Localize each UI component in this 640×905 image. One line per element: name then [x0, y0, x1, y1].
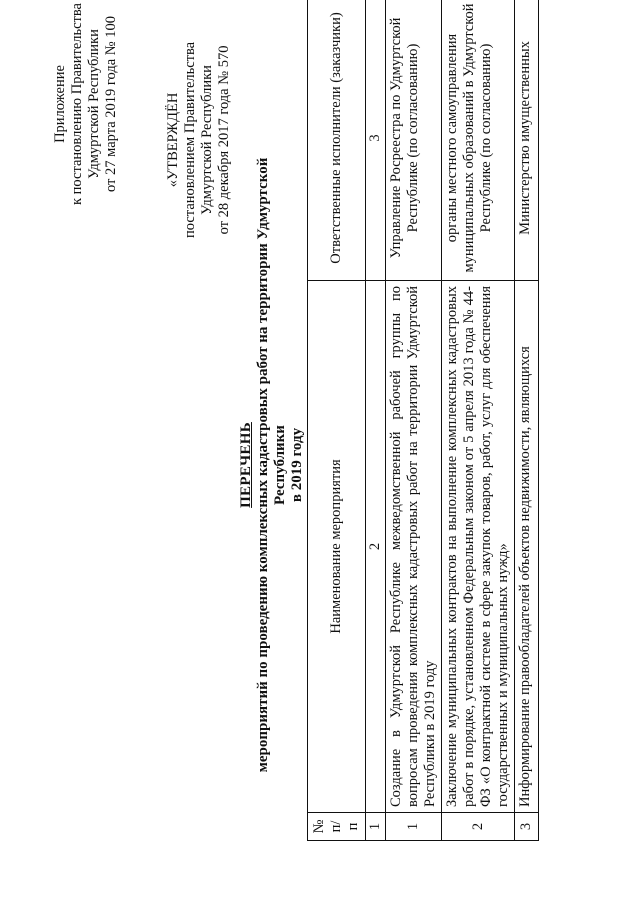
table-row [515, 0, 539, 841]
row-name: Заключение муниципальных контрактов на выполнение комплексных кадастровых работ в порядке, установленном Федеральным законом от 5 апреля 2013 года № 44-ФЗ «О контрактной системе в сфере закупок товаров, работ, услуг для обеспечения государственных и муниципальных нужд» [442, 281, 515, 813]
title-heading: ПЕРЕЧЕНЬ [238, 422, 254, 508]
appendix-line-2: к постановлению Правительства [69, 3, 85, 205]
approved-line-3: Удмуртской Республики [199, 65, 215, 215]
header-executor: Ответственные исполнители (заказчики) [308, 0, 366, 281]
title-subject: мероприятий по проведению комплексных кадастровых работ на территории Удмуртской Республики [255, 157, 288, 773]
appendix-line-4: от 27 марта 2019 года № 100 [103, 16, 119, 192]
table-header-row [308, 0, 366, 841]
measures-table [307, 0, 539, 841]
row-num: 1 [386, 813, 442, 841]
document-title [238, 155, 306, 775]
column-index-2: 2 [366, 281, 386, 813]
column-index-1: 1 [366, 813, 386, 841]
row-num: 2 [442, 813, 515, 841]
table-row [442, 0, 515, 841]
approved-line-1: «УТВЕРЖДЁН [165, 92, 181, 188]
row-num: 3 [515, 813, 539, 841]
approved-block [165, 42, 233, 238]
title-year: в 2019 году [289, 427, 305, 503]
row-executor: Министерство имущественных [515, 0, 539, 281]
row-name: Создание в Удмуртской Республике межведомственной рабочей группы по вопросам проведения комплексных кадастровых работ на территории Удмуртской Республики в 2019 году [386, 281, 442, 813]
approved-line-4: от 28 декабря 2017 года № 570 [216, 45, 232, 235]
column-index-row [366, 0, 386, 841]
appendix-line-3: Удмуртской Республики [86, 29, 102, 179]
table-row [386, 0, 442, 841]
appendix-block [52, 3, 120, 205]
header-name: Наименование мероприятия [308, 281, 366, 813]
row-executor: органы местного самоуправления муниципальных образований в Удмуртской Республике (по согласованию) [442, 0, 515, 281]
row-name: Информирование правообладателей объектов недвижимости, являющихся [515, 281, 539, 813]
approved-line-2: постановлением Правительства [182, 41, 198, 238]
column-index-3: 3 [366, 0, 386, 281]
row-executor: Управление Росреестра по Удмуртской Республике (по согласованию) [386, 0, 442, 281]
header-num: № п/п [308, 813, 366, 841]
appendix-line-1: Приложение [52, 65, 68, 143]
